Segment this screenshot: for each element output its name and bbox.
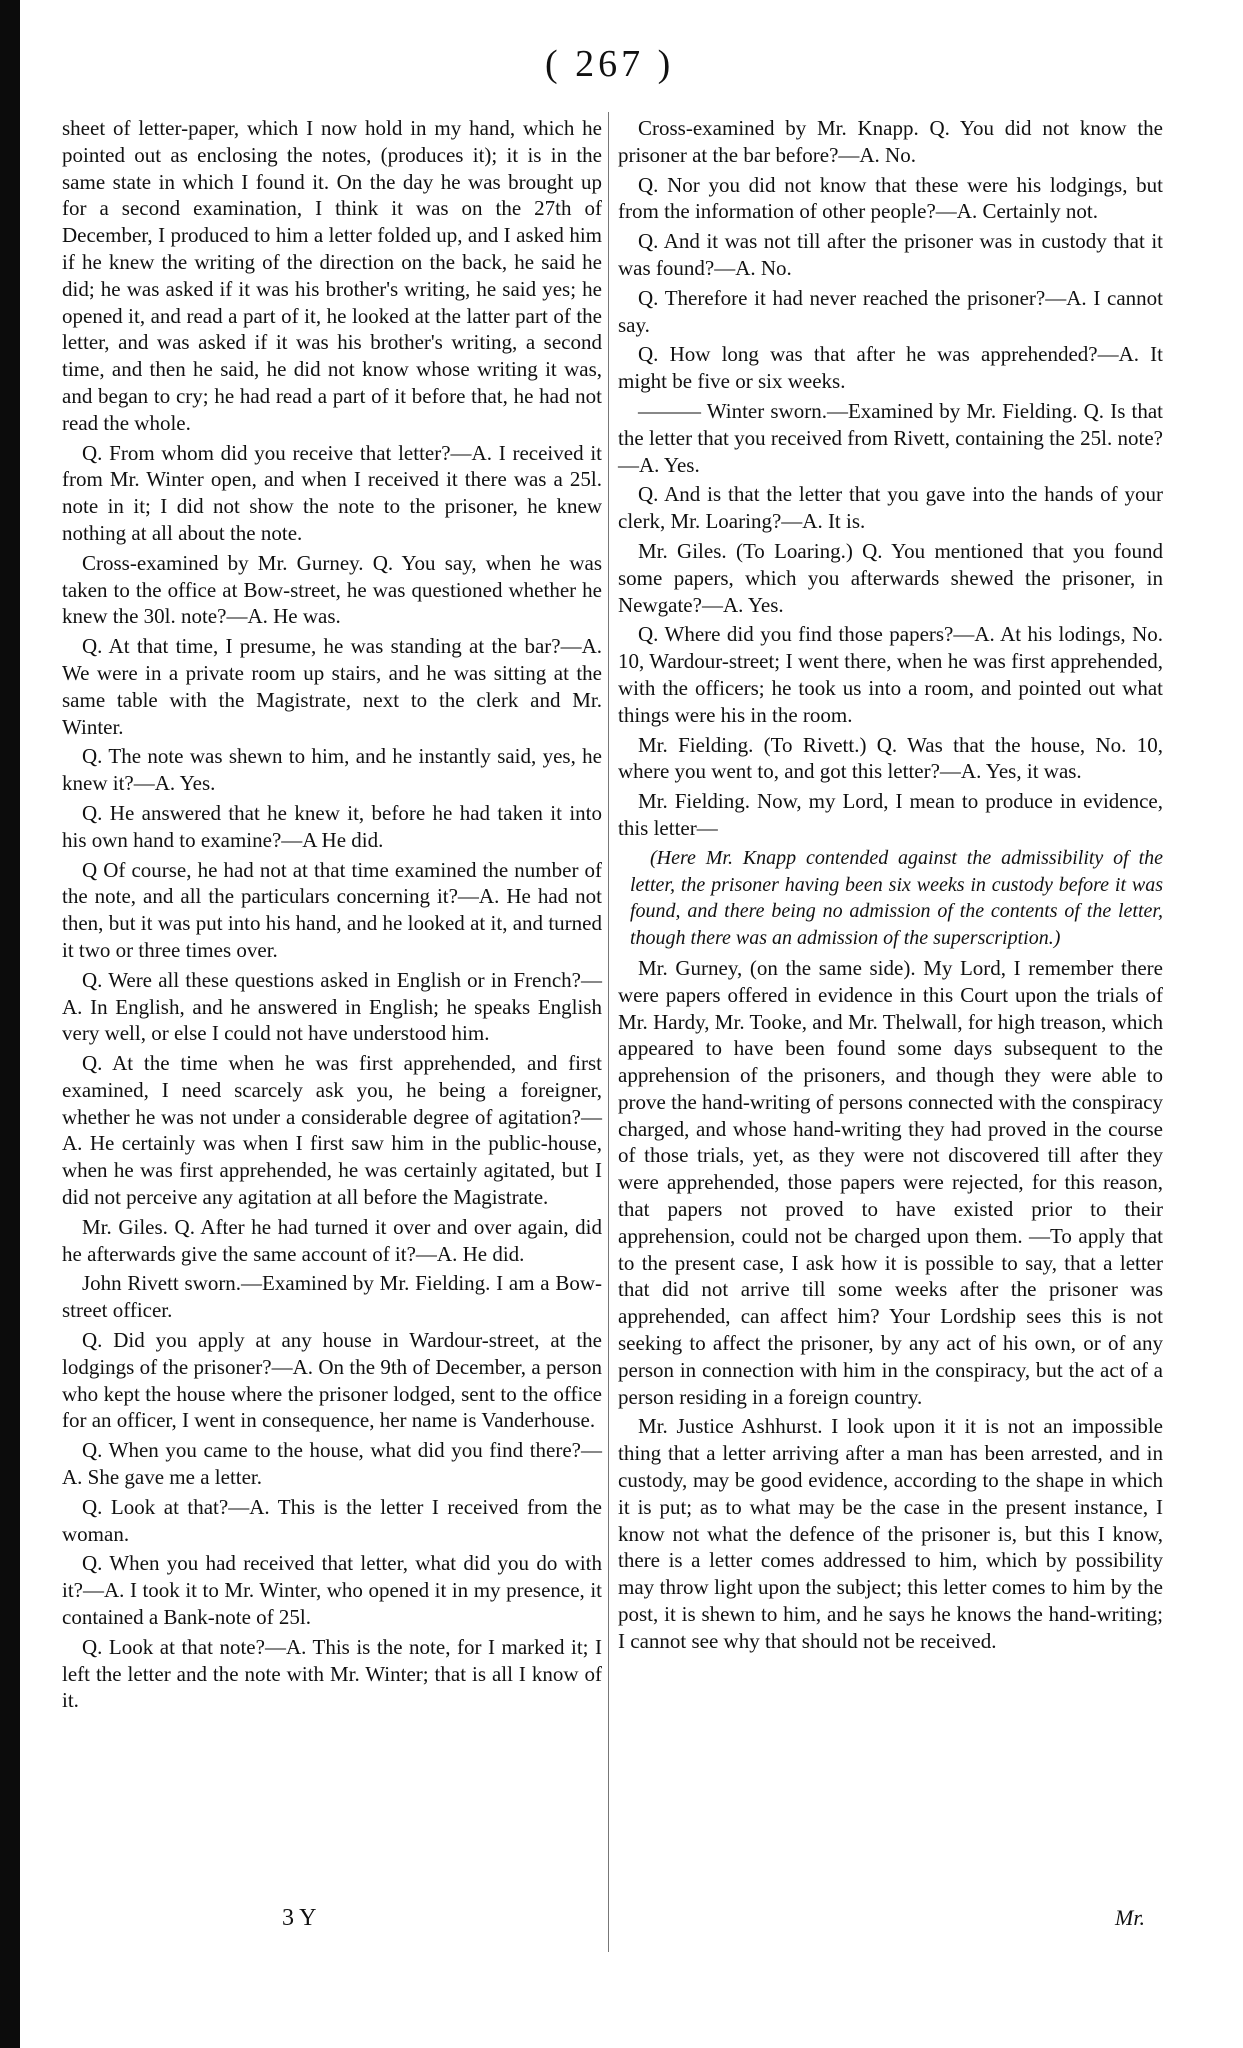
column-divider — [608, 112, 609, 1952]
paragraph: Mr. Giles. (To Loaring.) Q. You mentioned that you found some papers, which you afterwards shewed the prisoner, in Newgate?—A. Yes. — [618, 538, 1163, 617]
paragraph: Q. Look at that?—A. This is the letter I received from the woman. — [62, 1494, 602, 1546]
book-spine-shadow — [0, 0, 20, 2048]
paragraph: Q. Look at that note?—A. This is the note, for I marked it; I left the letter and the note with Mr. Winter; that is all I know of it. — [62, 1634, 602, 1713]
paragraph: Q. How long was that after he was apprehended?—A. It might be five or six weeks. — [618, 342, 1163, 394]
paragraph: Q. At that time, I presume, he was standing at the bar?—A. We were in a private room up stairs, and he was sitting at the same table with the Magistrate, next to the clerk and Mr. Winter. — [62, 634, 602, 739]
paragraph: Q. Therefore it had never reached the prisoner?—A. I cannot say. — [618, 285, 1163, 337]
right-column — [618, 115, 1163, 1658]
paragraph: Q. Where did you find those papers?—A. At his lodings, No. 10, Wardour-street; I went there, when he was first apprehended, with the officers; he took us into a room, and pointed out what things were his in the room. — [618, 622, 1163, 727]
paragraph: Cross-examined by Mr. Knapp. Q. You did not know the prisoner at the bar before?—A. No. — [618, 116, 1163, 167]
editorial-note: (Here Mr. Knapp contended against the admissibility of the letter, the prisoner having been six weeks in custody before it was found, and there being no admission of the contents of the letter, though there was an admission of the superscription.) — [630, 846, 1163, 950]
paragraph: Q. From whom did you receive that letter?—A. I received it from Mr. Winter open, and when I received it there was a 25l. note in it; I did not show the note to the prisoner, he knew nothing at all about the note. — [62, 440, 602, 545]
paragraph: Q Of course, he had not at that time examined the number of the note, and all the particulars concerning it?—A. He had not then, but it was put into his hand, and he looked at it, and turned it two or three times over. — [62, 857, 602, 962]
paragraph: Q. And is that the letter that you gave into the hands of your clerk, Mr. Loaring?—A. It is. — [618, 482, 1163, 534]
paragraph: Q. And it was not till after the prisoner was in custody that it was found?—A. No. — [618, 229, 1163, 280]
paragraph: sheet of letter-paper, which I now hold in my hand, which he pointed out as enclosing the notes, (produces it); it is in the same state in which I found it. On the day he was brought up for a second examination, I think it was on the 27th of December, I produced to him a letter folded up, and I asked him if he knew the writing of the direction on the back, he said he did; he was asked if it was his brother's writing, he said yes; he opened it, and read a part of it, he looked at the latter part of the letter, and was asked if it was his brother's writing, a second time, and then he said, he did not know whose writing it was, and began to cry; he had read a part of it before that, he had not read the whole. — [62, 116, 602, 435]
paragraph: Q. Did you apply at any house in Wardour-street, at the lodgings of the prisoner?—A. On the 9th of December, a person who kept the house where the prisoner lodged, sent to the office for an officer, I went in consequence, her name is Vanderhouse. — [62, 1328, 602, 1433]
paragraph: Mr. Gurney, (on the same side). My Lord, I remember there were papers offered in evidence in this Court upon the trials of Mr. Hardy, Mr. Tooke, and Mr. Thelwall, for high treason, which appeared to have been found some days subsequent to the apprehension of the prisoners, and though they were able to prove the hand-writing of persons connected with the conspiracy charged, and whose hand-writing they had proved in the course of those trials, yet, as they were not discovered till after they were apprehended, those papers were rejected, for this reason, that papers not proved to have existed prior to their apprehension, could not be charged upon them. —To apply that to the present case, I ask how it is possible to say, that a letter that did not arrive till some weeks after the prisoner was apprehended, can affect him? Your Lordship sees this is not seeking to affect the prisoner, by any act of his own, or of any person in connection with him in the conspiracy, but the act of a person residing in a foreign country. — [618, 955, 1163, 1409]
paragraph: John Rivett sworn.—Examined by Mr. Fielding. I am a Bow-street officer. — [62, 1271, 602, 1323]
page-number: ( 267 ) — [545, 43, 675, 85]
paragraph: Mr. Giles. Q. After he had turned it over and over again, did he afterwards give the same account of it?—A. He did. — [62, 1214, 602, 1266]
paragraph: Q. When you came to the house, what did you find there?—A. She gave me a letter. — [62, 1438, 602, 1490]
paragraph: Q. Nor you did not know that these were his lodgings, but from the information of other people?—A. Certainly not. — [618, 172, 1163, 224]
signature-mark: 3 Y — [282, 1905, 317, 1931]
paragraph: Cross-examined by Mr. Gurney. Q. You say, when he was taken to the office at Bow-street, he was questioned whether he knew the 30l. note?—A. He was. — [62, 550, 602, 629]
catchword: Mr. — [1115, 1905, 1145, 1930]
paragraph: Q. When you had received that letter, what did you do with it?—A. I took it to Mr. Winter, who opened it in my presence, it contained a Bank-note of 25l. — [62, 1551, 602, 1630]
paragraph: Mr. Fielding. (To Rivett.) Q. Was that the house, No. 10, where you went to, and got this letter?—A. Yes, it was. — [618, 732, 1163, 784]
paragraph: Mr. Fielding. Now, my Lord, I mean to produce in evidence, this letter— — [618, 789, 1163, 840]
paragraph: Mr. Justice Ashhurst. I look upon it it is not an impossible thing that a letter arriving after a man has been arrested, and in custody, may be good evidence, according to the shape in which it is put; as to what may be the case in the present instance, I know not what the defence of the prisoner is, but this I know, there is a letter comes addressed to him, which by possibility may throw light upon the subject; this letter comes to him by the post, it is shewn to him, and he says he knows the hand-writing; I cannot see why that should not be received. — [618, 1414, 1163, 1653]
paragraph: Q. At the time when he was first apprehended, and first examined, I need scarcely ask you, he being a foreigner, whether he was not under a considerable degree of agitation?—A. He certainly was when I first saw him in the public-house, when he was first apprehended, he was certainly agitated, but I did not perceive any agitation at all before the Magistrate. — [62, 1051, 602, 1210]
paragraph: ——— Winter sworn.—Examined by Mr. Fielding. Q. Is that the letter that you received from Rivett, containing the 25l. note?—A. Yes. — [618, 398, 1163, 477]
paragraph: Q. Were all these questions asked in English or in French?—A. In English, and he answered in English; he speaks English very well, or else I could not have understood him. — [62, 967, 602, 1046]
left-column — [62, 115, 602, 1717]
paragraph: Q. He answered that he knew it, before he had taken it into his own hand to examine?—A He did. — [62, 800, 602, 852]
paragraph: Q. The note was shewn to him, and he instantly said, yes, he knew it?—A. Yes. — [62, 744, 602, 796]
